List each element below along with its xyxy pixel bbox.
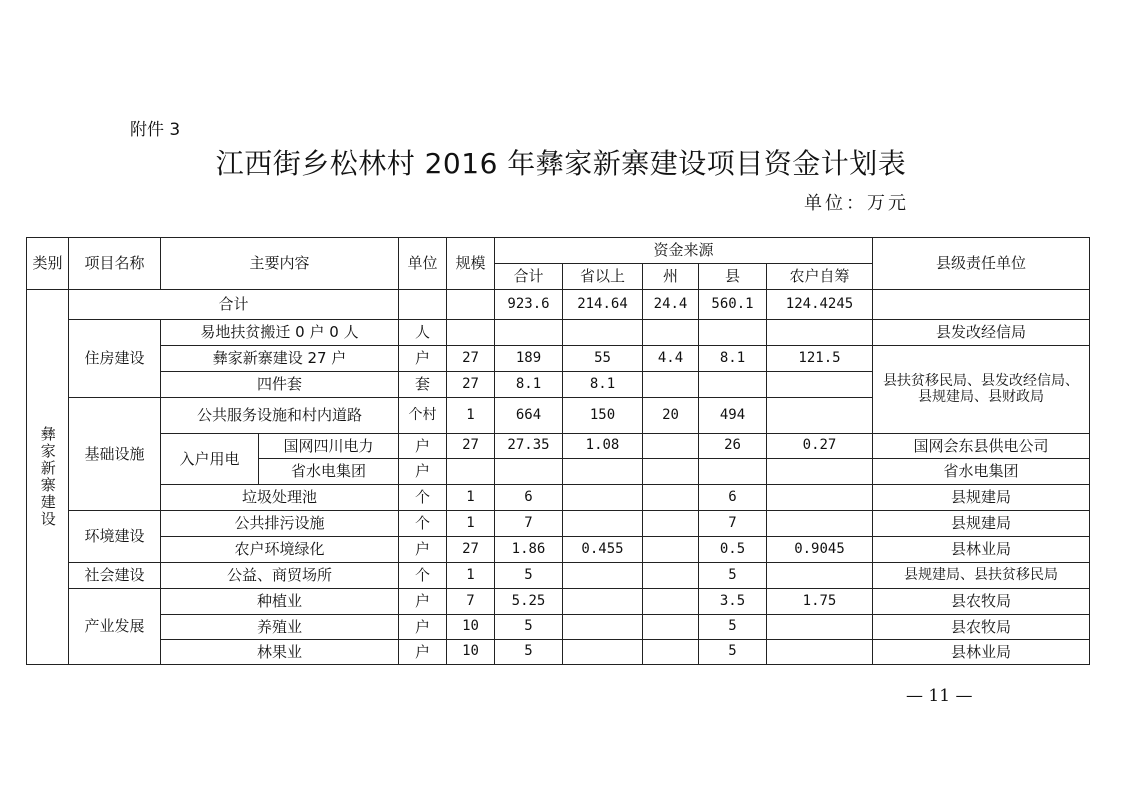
row-scale: 27 (447, 372, 495, 398)
row-content: 公共服务设施和村内道路 (161, 398, 399, 434)
row-responsible: 县扶贫移民局、县发改经信局、县规建局、县财政局 (873, 346, 1090, 434)
group-infra: 基础设施 (69, 398, 161, 511)
row-household: 0.27 (767, 434, 873, 459)
row-responsible: 县规建局 (873, 511, 1090, 537)
header-funding: 资金来源 (495, 238, 873, 264)
row-county: 6 (699, 485, 767, 511)
row-content: 养殖业 (161, 615, 399, 640)
row-province (563, 320, 643, 346)
table-row (27, 511, 1090, 537)
row-prefecture (643, 459, 699, 485)
table-row (27, 563, 1090, 589)
row-household: 121.5 (767, 346, 873, 372)
row-household: 0.9045 (767, 537, 873, 563)
row-total: 6 (495, 485, 563, 511)
row-prefecture (643, 320, 699, 346)
table-row (27, 290, 1090, 320)
row-total: 1.86 (495, 537, 563, 563)
row-responsible: 国网会东县供电公司 (873, 434, 1090, 459)
group-env: 环境建设 (69, 511, 161, 563)
row-unit: 套 (399, 372, 447, 398)
row-total: 27.35 (495, 434, 563, 459)
attachment-label: 附件 3 (130, 120, 181, 140)
row-scale: 1 (447, 485, 495, 511)
row-content: 垃圾处理池 (161, 485, 399, 511)
row-content: 省水电集团 (259, 459, 399, 485)
cell-empty (447, 290, 495, 320)
row-content: 种植业 (161, 589, 399, 615)
header-content: 主要内容 (161, 238, 399, 290)
row-total: 5 (495, 615, 563, 640)
row-prefecture (643, 563, 699, 589)
row-prefecture (643, 615, 699, 640)
row-province: 1.08 (563, 434, 643, 459)
row-responsible: 县发改经信局 (873, 320, 1090, 346)
row-responsible: 县林业局 (873, 537, 1090, 563)
group-household-power: 入户用电 (161, 434, 259, 485)
totals-county: 560.1 (699, 290, 767, 320)
row-scale: 7 (447, 589, 495, 615)
row-content: 公益、商贸场所 (161, 563, 399, 589)
totals-label: 合计 (69, 290, 399, 320)
row-province: 8.1 (563, 372, 643, 398)
row-content: 农户环境绿化 (161, 537, 399, 563)
funding-plan-table (26, 237, 1090, 665)
cell-empty (873, 290, 1090, 320)
category-cell: 彝家新寨建设 (27, 290, 69, 665)
row-scale: 1 (447, 563, 495, 589)
row-household: 1.75 (767, 589, 873, 615)
row-prefecture (643, 372, 699, 398)
totals-total: 923.6 (495, 290, 563, 320)
row-county: 5 (699, 563, 767, 589)
row-prefecture (643, 485, 699, 511)
row-unit: 个 (399, 511, 447, 537)
header-category: 类别 (27, 238, 69, 290)
row-household (767, 615, 873, 640)
row-responsible: 县规建局 (873, 485, 1090, 511)
row-province (563, 511, 643, 537)
header-prefecture: 州 (643, 264, 699, 290)
row-prefecture (643, 434, 699, 459)
table-row (27, 485, 1090, 511)
row-prefecture: 4.4 (643, 346, 699, 372)
row-content: 四件套 (161, 372, 399, 398)
row-unit: 人 (399, 320, 447, 346)
group-industry: 产业发展 (69, 589, 161, 665)
row-county: 26 (699, 434, 767, 459)
row-total: 189 (495, 346, 563, 372)
row-household (767, 640, 873, 665)
row-county: 3.5 (699, 589, 767, 615)
row-content: 林果业 (161, 640, 399, 665)
row-unit: 个 (399, 563, 447, 589)
row-scale: 10 (447, 640, 495, 665)
row-total: 5.25 (495, 589, 563, 615)
header-project: 项目名称 (69, 238, 161, 290)
row-unit: 户 (399, 346, 447, 372)
row-total: 5 (495, 640, 563, 665)
row-household (767, 459, 873, 485)
row-scale: 1 (447, 511, 495, 537)
header-household: 农户自筹 (767, 264, 873, 290)
row-scale (447, 320, 495, 346)
page-number: — 11 — (906, 686, 973, 706)
row-province: 0.455 (563, 537, 643, 563)
row-province (563, 615, 643, 640)
row-unit: 个村 (399, 398, 447, 434)
header-total: 合计 (495, 264, 563, 290)
table-row (27, 320, 1090, 346)
row-household (767, 485, 873, 511)
unit-label: 单位：万元 (804, 193, 909, 214)
totals-household: 124.4245 (767, 290, 873, 320)
row-county: 5 (699, 640, 767, 665)
row-county: 5 (699, 615, 767, 640)
row-county: 7 (699, 511, 767, 537)
row-total (495, 320, 563, 346)
group-social: 社会建设 (69, 563, 161, 589)
row-household (767, 511, 873, 537)
row-county: 494 (699, 398, 767, 434)
row-scale: 1 (447, 398, 495, 434)
row-scale: 27 (447, 434, 495, 459)
row-county (699, 320, 767, 346)
row-unit: 户 (399, 434, 447, 459)
row-total: 8.1 (495, 372, 563, 398)
row-content: 易地扶贫搬迁 0 户 0 人 (161, 320, 399, 346)
table-row (27, 640, 1090, 665)
row-prefecture (643, 511, 699, 537)
row-household (767, 372, 873, 398)
row-responsible: 省水电集团 (873, 459, 1090, 485)
row-province (563, 459, 643, 485)
row-county (699, 459, 767, 485)
row-province (563, 485, 643, 511)
row-county: 8.1 (699, 346, 767, 372)
row-province (563, 640, 643, 665)
header-scale: 规模 (447, 238, 495, 290)
row-total (495, 459, 563, 485)
totals-province: 214.64 (563, 290, 643, 320)
row-scale: 10 (447, 615, 495, 640)
document-title: 江西街乡松林村 2016 年彝家新寨建设项目资金计划表 (215, 147, 907, 180)
row-scale: 27 (447, 346, 495, 372)
row-household (767, 320, 873, 346)
group-housing: 住房建设 (69, 320, 161, 398)
row-unit: 户 (399, 589, 447, 615)
row-unit: 户 (399, 537, 447, 563)
row-province: 150 (563, 398, 643, 434)
row-total: 664 (495, 398, 563, 434)
row-prefecture (643, 640, 699, 665)
header-unit: 单位 (399, 238, 447, 290)
row-content: 国网四川电力 (259, 434, 399, 459)
cell-empty (399, 290, 447, 320)
row-unit: 户 (399, 615, 447, 640)
row-household (767, 563, 873, 589)
row-content: 公共排污设施 (161, 511, 399, 537)
row-unit: 户 (399, 459, 447, 485)
totals-prefecture: 24.4 (643, 290, 699, 320)
table-row (27, 434, 1090, 459)
row-total: 5 (495, 563, 563, 589)
row-responsible: 县规建局、县扶贫移民局 (873, 563, 1090, 589)
row-county (699, 372, 767, 398)
table-row (27, 589, 1090, 615)
row-household (767, 398, 873, 434)
table-row (27, 615, 1090, 640)
table-row (27, 537, 1090, 563)
row-responsible: 县农牧局 (873, 589, 1090, 615)
row-scale (447, 459, 495, 485)
header-province: 省以上 (563, 264, 643, 290)
row-total: 7 (495, 511, 563, 537)
row-prefecture: 20 (643, 398, 699, 434)
row-province (563, 563, 643, 589)
row-province (563, 589, 643, 615)
table-row (27, 346, 1090, 372)
row-province: 55 (563, 346, 643, 372)
row-unit: 个 (399, 485, 447, 511)
header-responsible: 县级责任单位 (873, 238, 1090, 290)
row-responsible: 县林业局 (873, 640, 1090, 665)
row-content: 彝家新寨建设 27 户 (161, 346, 399, 372)
row-county: 0.5 (699, 537, 767, 563)
row-prefecture (643, 589, 699, 615)
row-responsible: 县农牧局 (873, 615, 1090, 640)
row-unit: 户 (399, 640, 447, 665)
header-county: 县 (699, 264, 767, 290)
row-prefecture (643, 537, 699, 563)
row-scale: 27 (447, 537, 495, 563)
